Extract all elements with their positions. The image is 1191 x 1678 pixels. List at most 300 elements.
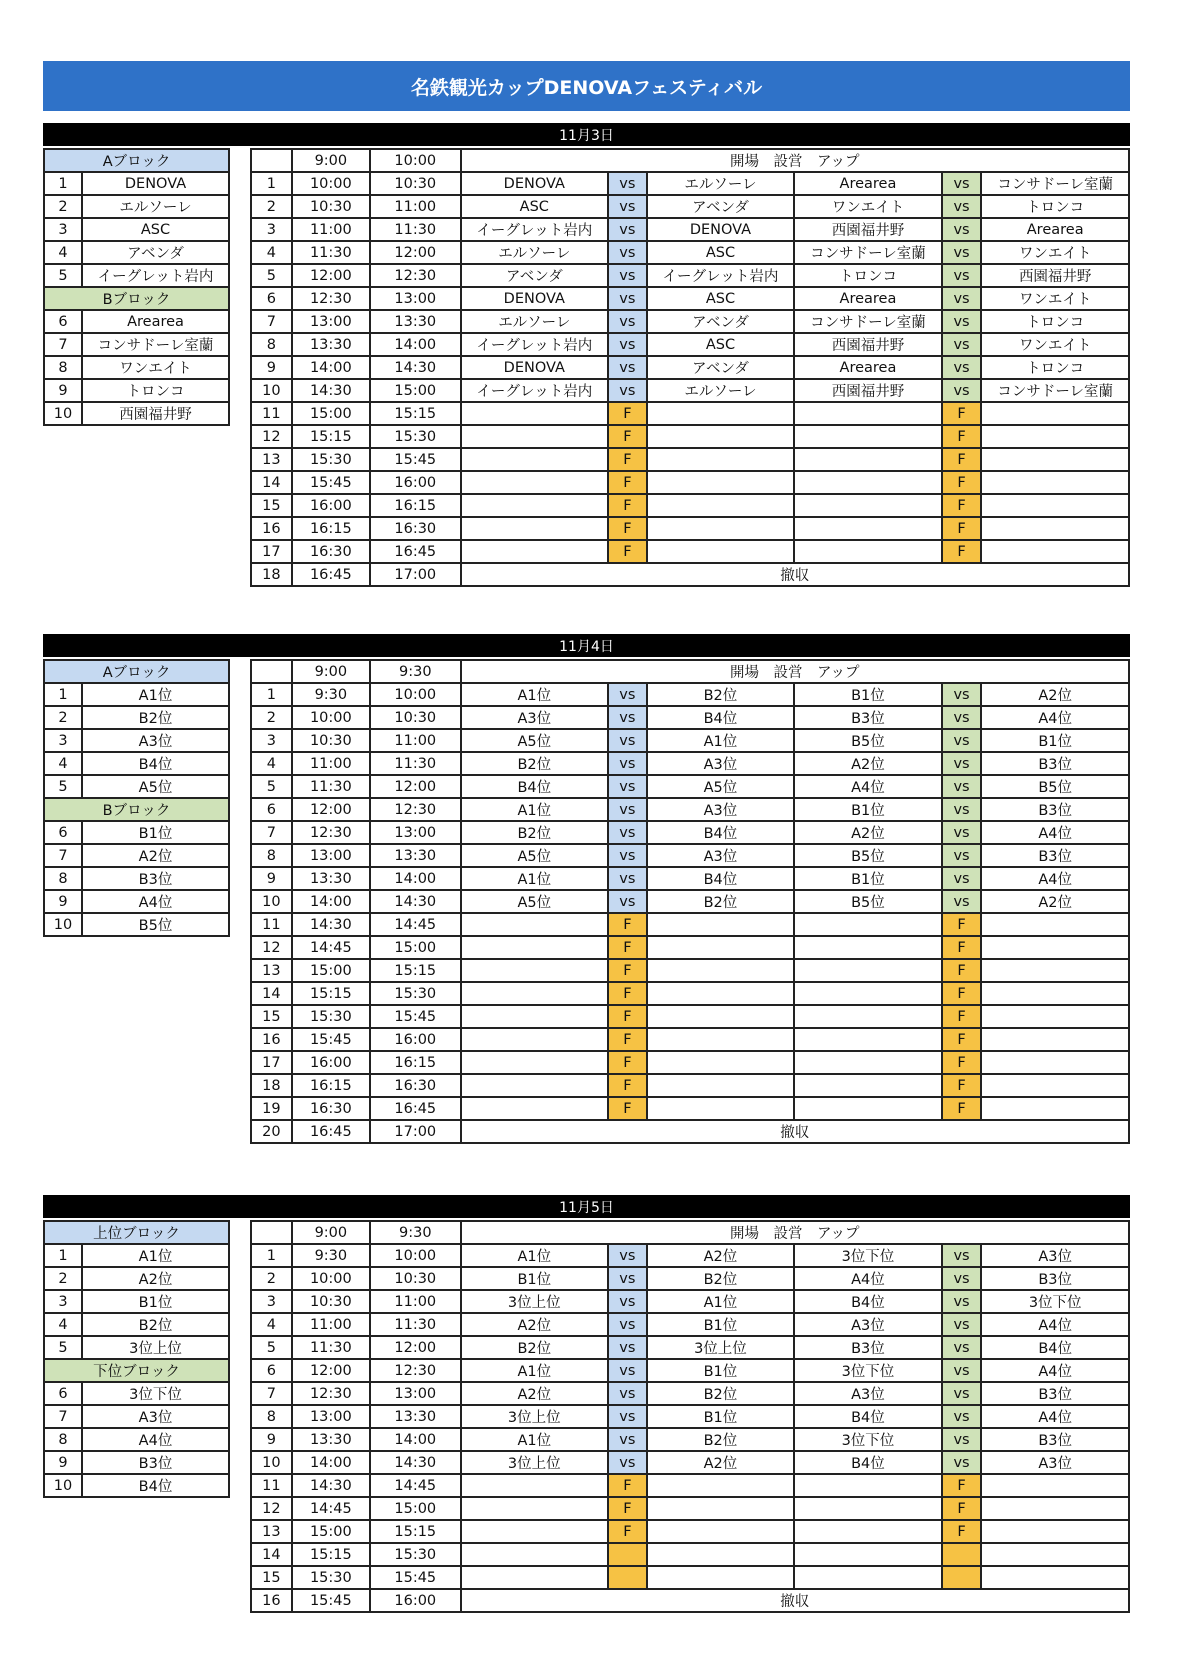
court2-team-left: トロンコ: [794, 264, 942, 287]
court2-team-left: B4位: [794, 1290, 942, 1313]
free-cell: [942, 1566, 982, 1589]
court1-team-right: 3位上位: [647, 1336, 795, 1359]
empty-cell: [647, 1051, 795, 1074]
vs-label: vs: [608, 1382, 647, 1405]
team-row: [44, 402, 229, 425]
vs-label: vs: [942, 333, 982, 356]
start-time: 9:30: [292, 1244, 370, 1267]
vs-label: vs: [942, 1382, 982, 1405]
team-number: 4: [44, 241, 82, 264]
empty-cell: [647, 448, 795, 471]
slot-number: 16: [251, 1589, 292, 1612]
team-row: [44, 752, 229, 775]
slot-number: 11: [251, 1474, 292, 1497]
match-row: [251, 1290, 1129, 1313]
empty-cell: [794, 1028, 942, 1051]
team-name: A1位: [82, 683, 229, 706]
slot-number: 13: [251, 448, 292, 471]
start-time: 16:45: [292, 1120, 370, 1143]
court1-team-right: ASC: [647, 333, 795, 356]
match-row: [251, 218, 1129, 241]
start-time: 12:30: [292, 821, 370, 844]
team-name: A3位: [82, 1405, 229, 1428]
slot-number: 16: [251, 1028, 292, 1051]
empty-cell: [794, 402, 942, 425]
end-time: 14:30: [370, 1451, 461, 1474]
court2-team-left: B3位: [794, 1336, 942, 1359]
match-number: 6: [251, 1359, 292, 1382]
empty-cell: [461, 1005, 609, 1028]
match-row: [251, 241, 1129, 264]
court2-team-left: 3位下位: [794, 1428, 942, 1451]
end-time: 14:30: [370, 356, 461, 379]
empty-cell: [981, 982, 1129, 1005]
empty-cell: [794, 1474, 942, 1497]
court2-team-right: B3位: [981, 1428, 1129, 1451]
court2-team-left: コンサドーレ室蘭: [794, 310, 942, 333]
court2-team-right: B4位: [981, 1336, 1129, 1359]
slot-number: 14: [251, 1543, 292, 1566]
court2-team-right: トロンコ: [981, 195, 1129, 218]
end-time: 12:30: [370, 798, 461, 821]
vs-label: vs: [942, 1267, 982, 1290]
end-time: 12:00: [370, 775, 461, 798]
slot-number: 11: [251, 402, 292, 425]
free-cell: F: [942, 913, 982, 936]
empty-cell: [647, 517, 795, 540]
empty-cell: [981, 540, 1129, 563]
empty-cell: [647, 936, 795, 959]
end-time: 16:30: [370, 517, 461, 540]
vs-label: vs: [942, 195, 982, 218]
free-cell: [608, 1566, 647, 1589]
end-time: 15:45: [370, 1566, 461, 1589]
team-name: A2位: [82, 1267, 229, 1290]
court1-team-right: A3位: [647, 798, 795, 821]
free-cell: F: [942, 959, 982, 982]
court1-team-left: A1位: [461, 1244, 609, 1267]
court1-team-right: アベンダ: [647, 356, 795, 379]
team-row: [44, 706, 229, 729]
free-slot-row: [251, 1566, 1129, 1589]
team-name: Arearea: [82, 310, 229, 333]
start-time: 13:30: [292, 867, 370, 890]
free-cell: F: [608, 1520, 647, 1543]
team-number: 7: [44, 1405, 82, 1428]
court1-team-left: イーグレット岩内: [461, 218, 609, 241]
free-slot-row: [251, 1097, 1129, 1120]
vs-label: vs: [608, 1405, 647, 1428]
empty-cell: [461, 1543, 609, 1566]
team-row: [44, 821, 229, 844]
team-number: 6: [44, 821, 82, 844]
team-number: 3: [44, 218, 82, 241]
empty-cell: [981, 1474, 1129, 1497]
end-time: 10:00: [370, 149, 461, 172]
start-time: 15:15: [292, 1543, 370, 1566]
vs-label: vs: [608, 241, 647, 264]
match-number: 8: [251, 333, 292, 356]
team-row: [44, 310, 229, 333]
slot-number: 18: [251, 1074, 292, 1097]
start-time: 15:30: [292, 448, 370, 471]
match-row: [251, 821, 1129, 844]
empty-cell: [461, 1028, 609, 1051]
team-name: ASC: [82, 218, 229, 241]
vs-label: vs: [942, 890, 982, 913]
team-name: A4位: [82, 1428, 229, 1451]
match-row: [251, 798, 1129, 821]
match-row: [251, 706, 1129, 729]
end-time: 14:00: [370, 333, 461, 356]
start-time: 15:45: [292, 1028, 370, 1051]
vs-label: vs: [608, 1267, 647, 1290]
court1-team-left: A5位: [461, 844, 609, 867]
schedule-table: [250, 659, 1130, 1144]
day-schedule: [43, 123, 1130, 584]
match-number: 3: [251, 729, 292, 752]
team-row: [44, 241, 229, 264]
empty-cell: [461, 1497, 609, 1520]
court1-team-right: ASC: [647, 241, 795, 264]
empty-cell: [794, 448, 942, 471]
court2-team-left: 西園福井野: [794, 379, 942, 402]
vs-label: vs: [942, 287, 982, 310]
free-cell: F: [942, 1097, 982, 1120]
end-time: 11:30: [370, 1313, 461, 1336]
court1-team-right: A1位: [647, 1290, 795, 1313]
empty-cell: [461, 494, 609, 517]
start-time: 16:30: [292, 540, 370, 563]
team-name: B1位: [82, 821, 229, 844]
court1-team-left: B2位: [461, 752, 609, 775]
end-time: 15:15: [370, 959, 461, 982]
team-name: B3位: [82, 867, 229, 890]
free-cell: F: [942, 1474, 982, 1497]
vs-label: vs: [608, 218, 647, 241]
match-row: [251, 1382, 1129, 1405]
team-number: 8: [44, 1428, 82, 1451]
court1-team-right: B4位: [647, 867, 795, 890]
end-time: 14:45: [370, 913, 461, 936]
court1-team-left: ASC: [461, 195, 609, 218]
block-table: [43, 659, 230, 937]
match-row: [251, 1313, 1129, 1336]
end-time: 15:30: [370, 1543, 461, 1566]
slot-number: 17: [251, 1051, 292, 1074]
day-schedule: [43, 1195, 1130, 1610]
empty-cell: [647, 494, 795, 517]
court1-team-left: A2位: [461, 1313, 609, 1336]
vs-label: vs: [608, 356, 647, 379]
team-name: トロンコ: [82, 379, 229, 402]
match-row: [251, 729, 1129, 752]
match-number: 2: [251, 195, 292, 218]
empty-cell: [461, 517, 609, 540]
empty-cell: [794, 1566, 942, 1589]
empty-cell: [461, 1566, 609, 1589]
vs-label: vs: [608, 821, 647, 844]
end-time: 16:15: [370, 494, 461, 517]
free-slot-row: [251, 1074, 1129, 1097]
court2-team-left: コンサドーレ室蘭: [794, 241, 942, 264]
match-number: 1: [251, 683, 292, 706]
team-name: B4位: [82, 752, 229, 775]
start-time: 14:00: [292, 890, 370, 913]
end-time: 16:45: [370, 1097, 461, 1120]
team-row: [44, 1474, 229, 1497]
team-name: B4位: [82, 1474, 229, 1497]
vs-label: vs: [942, 1359, 982, 1382]
empty-cell: [981, 936, 1129, 959]
team-row: [44, 1382, 229, 1405]
court2-team-left: 西園福井野: [794, 218, 942, 241]
start-time: 15:15: [292, 425, 370, 448]
vs-label: vs: [608, 867, 647, 890]
start-time: 10:30: [292, 729, 370, 752]
free-slot-row: [251, 1051, 1129, 1074]
start-time: 16:00: [292, 1051, 370, 1074]
match-row: [251, 867, 1129, 890]
court2-team-left: A3位: [794, 1382, 942, 1405]
vs-label: vs: [608, 172, 647, 195]
day-schedule: [43, 634, 1130, 1141]
free-slot-row: [251, 448, 1129, 471]
free-slot-row: [251, 540, 1129, 563]
court2-team-left: B3位: [794, 706, 942, 729]
free-slot-row: [251, 471, 1129, 494]
slot-number: 18: [251, 563, 292, 586]
court1-team-right: B4位: [647, 706, 795, 729]
match-row: [251, 172, 1129, 195]
start-time: 15:45: [292, 471, 370, 494]
team-name: B2位: [82, 706, 229, 729]
date-bar: 11月3日: [43, 123, 1130, 146]
match-row: [251, 1428, 1129, 1451]
match-row: [251, 752, 1129, 775]
end-time: 16:15: [370, 1051, 461, 1074]
court2-team-left: B4位: [794, 1451, 942, 1474]
match-row: [251, 683, 1129, 706]
court2-team-right: B3位: [981, 798, 1129, 821]
team-number: 2: [44, 1267, 82, 1290]
court2-team-left: B5位: [794, 890, 942, 913]
start-time: 9:00: [292, 1221, 370, 1244]
match-row: [251, 1451, 1129, 1474]
court2-team-right: A3位: [981, 1244, 1129, 1267]
vs-label: vs: [608, 1428, 647, 1451]
empty-cell: [461, 402, 609, 425]
vs-label: vs: [608, 1290, 647, 1313]
match-number: 4: [251, 241, 292, 264]
closing-row: [251, 1589, 1129, 1612]
block-header-row: [44, 798, 229, 821]
match-row: [251, 775, 1129, 798]
empty-cell: [461, 1520, 609, 1543]
team-name: ワンエイト: [82, 356, 229, 379]
opening-label: 開場 設営 アップ: [461, 1221, 1129, 1244]
end-time: 10:30: [370, 706, 461, 729]
team-number: 7: [44, 844, 82, 867]
vs-label: vs: [942, 1244, 982, 1267]
empty-cell: [647, 402, 795, 425]
court2-team-right: B3位: [981, 752, 1129, 775]
vs-label: vs: [942, 379, 982, 402]
opening-label: 開場 設営 アップ: [461, 149, 1129, 172]
schedule-table: [250, 1220, 1130, 1613]
match-row: [251, 379, 1129, 402]
court2-team-right: B3位: [981, 1267, 1129, 1290]
block-header-row: [44, 1359, 229, 1382]
team-number: 1: [44, 1244, 82, 1267]
match-number: 1: [251, 172, 292, 195]
free-cell: F: [608, 959, 647, 982]
start-time: 15:00: [292, 402, 370, 425]
vs-label: vs: [608, 775, 647, 798]
end-time: 11:30: [370, 218, 461, 241]
free-slot-row: [251, 517, 1129, 540]
court1-team-right: B2位: [647, 890, 795, 913]
team-number: 7: [44, 333, 82, 356]
team-number: 9: [44, 1451, 82, 1474]
empty-cell: [647, 540, 795, 563]
empty-cell: [794, 936, 942, 959]
empty-cell: [981, 402, 1129, 425]
team-row: [44, 913, 229, 936]
court2-team-right: 3位下位: [981, 1290, 1129, 1313]
court1-team-right: DENOVA: [647, 218, 795, 241]
empty-cell: [981, 1566, 1129, 1589]
court1-team-right: エルソーレ: [647, 172, 795, 195]
block-header-row: [44, 1221, 229, 1244]
start-time: 11:30: [292, 1336, 370, 1359]
end-time: 13:00: [370, 287, 461, 310]
block-header-row: [44, 287, 229, 310]
end-time: 12:30: [370, 1359, 461, 1382]
start-time: 14:30: [292, 379, 370, 402]
team-number: 10: [44, 402, 82, 425]
court1-team-right: B2位: [647, 1382, 795, 1405]
court1-team-right: B2位: [647, 683, 795, 706]
empty-cell: [461, 425, 609, 448]
empty-cell: [981, 1520, 1129, 1543]
free-cell: F: [608, 936, 647, 959]
match-number: 2: [251, 706, 292, 729]
start-time: 10:00: [292, 172, 370, 195]
free-cell: F: [942, 1028, 982, 1051]
start-time: 12:00: [292, 264, 370, 287]
slot-number: 16: [251, 517, 292, 540]
empty-cell: [647, 1543, 795, 1566]
court1-team-left: 3位上位: [461, 1451, 609, 1474]
match-row: [251, 356, 1129, 379]
vs-label: vs: [608, 683, 647, 706]
start-time: 9:00: [292, 149, 370, 172]
empty-cell: [647, 1474, 795, 1497]
end-time: 14:00: [370, 1428, 461, 1451]
vs-label: vs: [942, 706, 982, 729]
start-time: 15:45: [292, 1589, 370, 1612]
end-time: 10:00: [370, 1244, 461, 1267]
team-number: 3: [44, 729, 82, 752]
end-time: 14:45: [370, 1474, 461, 1497]
free-cell: F: [608, 913, 647, 936]
end-time: 12:30: [370, 264, 461, 287]
opening-row: [251, 1221, 1129, 1244]
closing-label: 撤収: [461, 1120, 1129, 1143]
end-time: 13:30: [370, 310, 461, 333]
match-number: 10: [251, 890, 292, 913]
team-number: 6: [44, 1382, 82, 1405]
court1-team-left: エルソーレ: [461, 310, 609, 333]
block-table: [43, 1220, 230, 1498]
empty-cell: [794, 1097, 942, 1120]
court2-team-left: B1位: [794, 683, 942, 706]
free-slot-row: [251, 1520, 1129, 1543]
court1-team-right: アベンダ: [647, 310, 795, 333]
free-cell: [942, 1543, 982, 1566]
empty-cell: [794, 517, 942, 540]
vs-label: vs: [942, 821, 982, 844]
empty-cell: [647, 982, 795, 1005]
slot-number: 14: [251, 471, 292, 494]
court2-team-right: 西園福井野: [981, 264, 1129, 287]
team-name: エルソーレ: [82, 195, 229, 218]
match-row: [251, 1405, 1129, 1428]
team-row: [44, 264, 229, 287]
date-bar: 11月5日: [43, 1195, 1130, 1218]
closing-row: [251, 563, 1129, 586]
vs-label: vs: [942, 775, 982, 798]
free-slot-row: [251, 1028, 1129, 1051]
match-number: 5: [251, 264, 292, 287]
slot-number: 20: [251, 1120, 292, 1143]
slot-number: 19: [251, 1097, 292, 1120]
empty-cell: [794, 540, 942, 563]
team-row: [44, 1451, 229, 1474]
end-time: 17:00: [370, 563, 461, 586]
slot-number: [251, 149, 292, 172]
end-time: 15:45: [370, 448, 461, 471]
start-time: 10:30: [292, 195, 370, 218]
empty-cell: [794, 425, 942, 448]
vs-label: vs: [608, 752, 647, 775]
start-time: 9:00: [292, 660, 370, 683]
match-row: [251, 310, 1129, 333]
start-time: 15:30: [292, 1566, 370, 1589]
court2-team-right: B3位: [981, 1382, 1129, 1405]
match-row: [251, 1267, 1129, 1290]
free-slot-row: [251, 1005, 1129, 1028]
court1-team-right: ASC: [647, 287, 795, 310]
team-name: イーグレット岩内: [82, 264, 229, 287]
empty-cell: [461, 982, 609, 1005]
court1-team-left: A1位: [461, 798, 609, 821]
team-row: [44, 1244, 229, 1267]
empty-cell: [461, 448, 609, 471]
empty-cell: [794, 982, 942, 1005]
empty-cell: [794, 1520, 942, 1543]
start-time: 15:30: [292, 1005, 370, 1028]
start-time: 10:00: [292, 706, 370, 729]
free-cell: F: [942, 936, 982, 959]
end-time: 15:00: [370, 936, 461, 959]
team-number: 5: [44, 264, 82, 287]
end-time: 10:00: [370, 683, 461, 706]
court2-team-right: B1位: [981, 729, 1129, 752]
block-header: Aブロック: [44, 149, 229, 172]
match-row: [251, 1336, 1129, 1359]
